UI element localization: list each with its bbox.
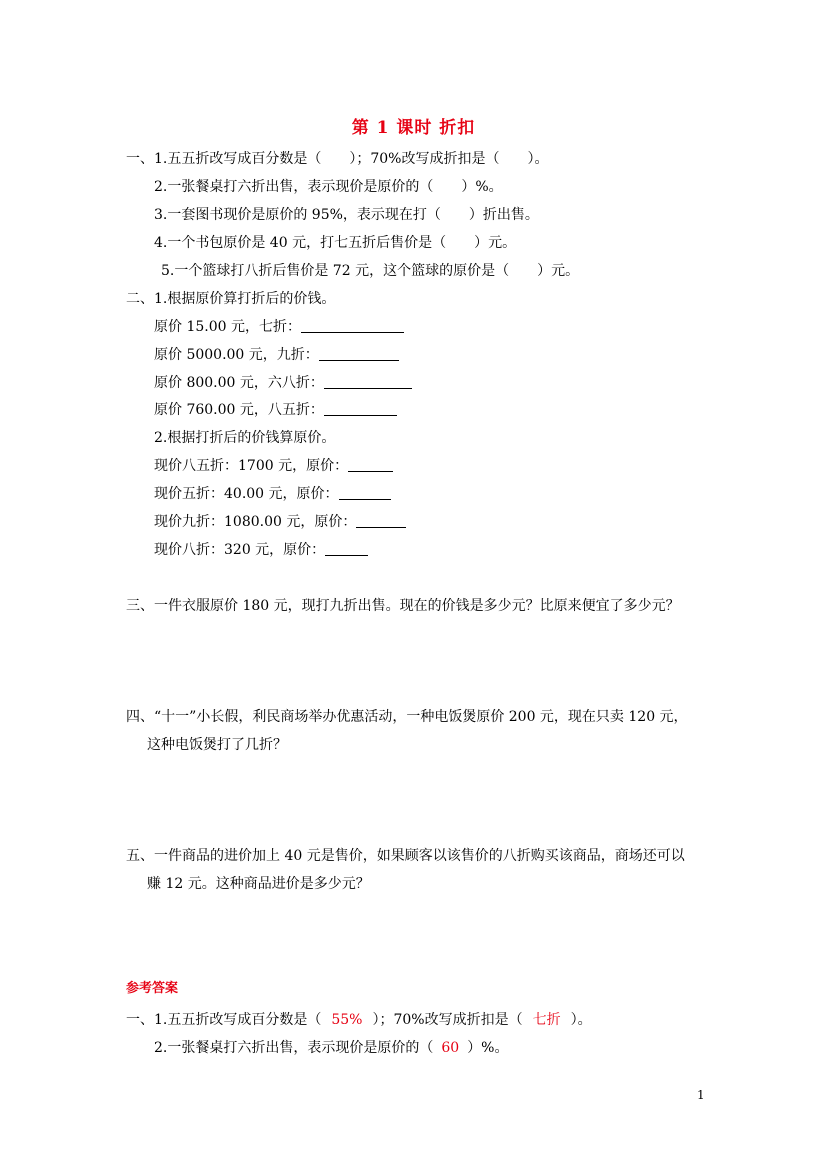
answer-blank — [301, 318, 404, 333]
question-5-line-1: 五、一件商品的进价加上 40 元是售价，如果顾客以该售价的八折购买该商品，商场还可以 — [126, 848, 685, 864]
calc-item — [154, 318, 404, 336]
answer-blank — [356, 513, 406, 528]
answer-1-2 — [154, 1039, 509, 1057]
answer-text: ）%。 — [467, 1040, 509, 1056]
question-4-line-2: 这种电饭煲打了几折？ — [147, 737, 287, 753]
calc-item-label: 原价 800.00 元，六八折： — [154, 375, 324, 391]
question-4-line-1: 四、“十一”小长假，利民商场举办优惠活动，一种电饭煲原价 200 元，现在只卖 120 元， — [126, 709, 688, 725]
calc-item — [154, 541, 368, 559]
question-2-1-heading: 二、1.根据原价算打折后的价钱。 — [126, 291, 336, 307]
calc-item — [154, 346, 399, 364]
answer-blank — [339, 485, 391, 500]
page-title: 第 1 课时 折扣 — [351, 118, 476, 138]
answer-value: 60 — [441, 1040, 460, 1056]
calc-item — [154, 374, 412, 392]
answer-text: ）；70%改写成折扣是（ — [372, 1012, 523, 1028]
answer-value: 七折 — [532, 1012, 561, 1028]
calc-item-label: 原价 760.00 元，八五折： — [154, 402, 324, 418]
calc-item-label: 现价九折：1080.00 元，原价： — [154, 514, 357, 530]
answer-1-1 — [126, 1011, 592, 1029]
question-1-3: 3.一套图书现价是原价的 95%，表示现在打（ ）折出售。 — [154, 207, 539, 223]
calc-item — [154, 513, 406, 531]
question-5-line-2: 赚 12 元。这种商品进价是多少元？ — [147, 876, 370, 892]
question-1-1: 一、1.五五折改写成百分数是（ ）；70%改写成折扣是（ ）。 — [126, 151, 549, 167]
page-number: 1 — [697, 1088, 705, 1102]
calc-item — [154, 401, 397, 419]
question-2-2-heading: 2.根据打折后的价钱算原价。 — [154, 430, 336, 446]
calc-item-label: 现价五折：40.00 元，原价： — [154, 486, 339, 502]
answer-blank — [324, 374, 412, 389]
question-1-4: 4.一个书包原价是 40 元，打七五折后售价是（ ）元。 — [154, 235, 517, 251]
calc-item-label: 现价八五折：1700 元，原价： — [154, 458, 349, 474]
question-1-5: 5.一个篮球打八折后售价是 72 元，这个篮球的原价是（ ）元。 — [161, 263, 580, 279]
answer-blank — [348, 457, 393, 472]
question-3: 三、一件衣服原价 180 元，现打九折出售。现在的价钱是多少元？比原来便宜了多少元？ — [126, 598, 680, 614]
question-1-2: 2.一张餐桌打六折出售，表示现价是原价的（ ）%。 — [154, 179, 503, 195]
answer-text: 一、1.五五折改写成百分数是（ — [126, 1012, 322, 1028]
answer-text: ）。 — [570, 1012, 592, 1028]
answer-value: 55% — [331, 1012, 363, 1028]
calc-item — [154, 457, 393, 475]
calc-item-label: 现价八折：320 元，原价： — [154, 542, 326, 558]
calc-item-label: 原价 5000.00 元，九折： — [154, 347, 319, 363]
answer-blank — [325, 541, 368, 556]
answer-text: 2.一张餐桌打六折出售，表示现价是原价的（ — [154, 1040, 434, 1056]
answer-blank — [319, 346, 399, 361]
calc-item-label: 原价 15.00 元，七折： — [154, 319, 301, 335]
calc-item — [154, 485, 391, 503]
answer-heading: 参考答案 — [126, 981, 179, 996]
answer-blank — [324, 401, 397, 416]
